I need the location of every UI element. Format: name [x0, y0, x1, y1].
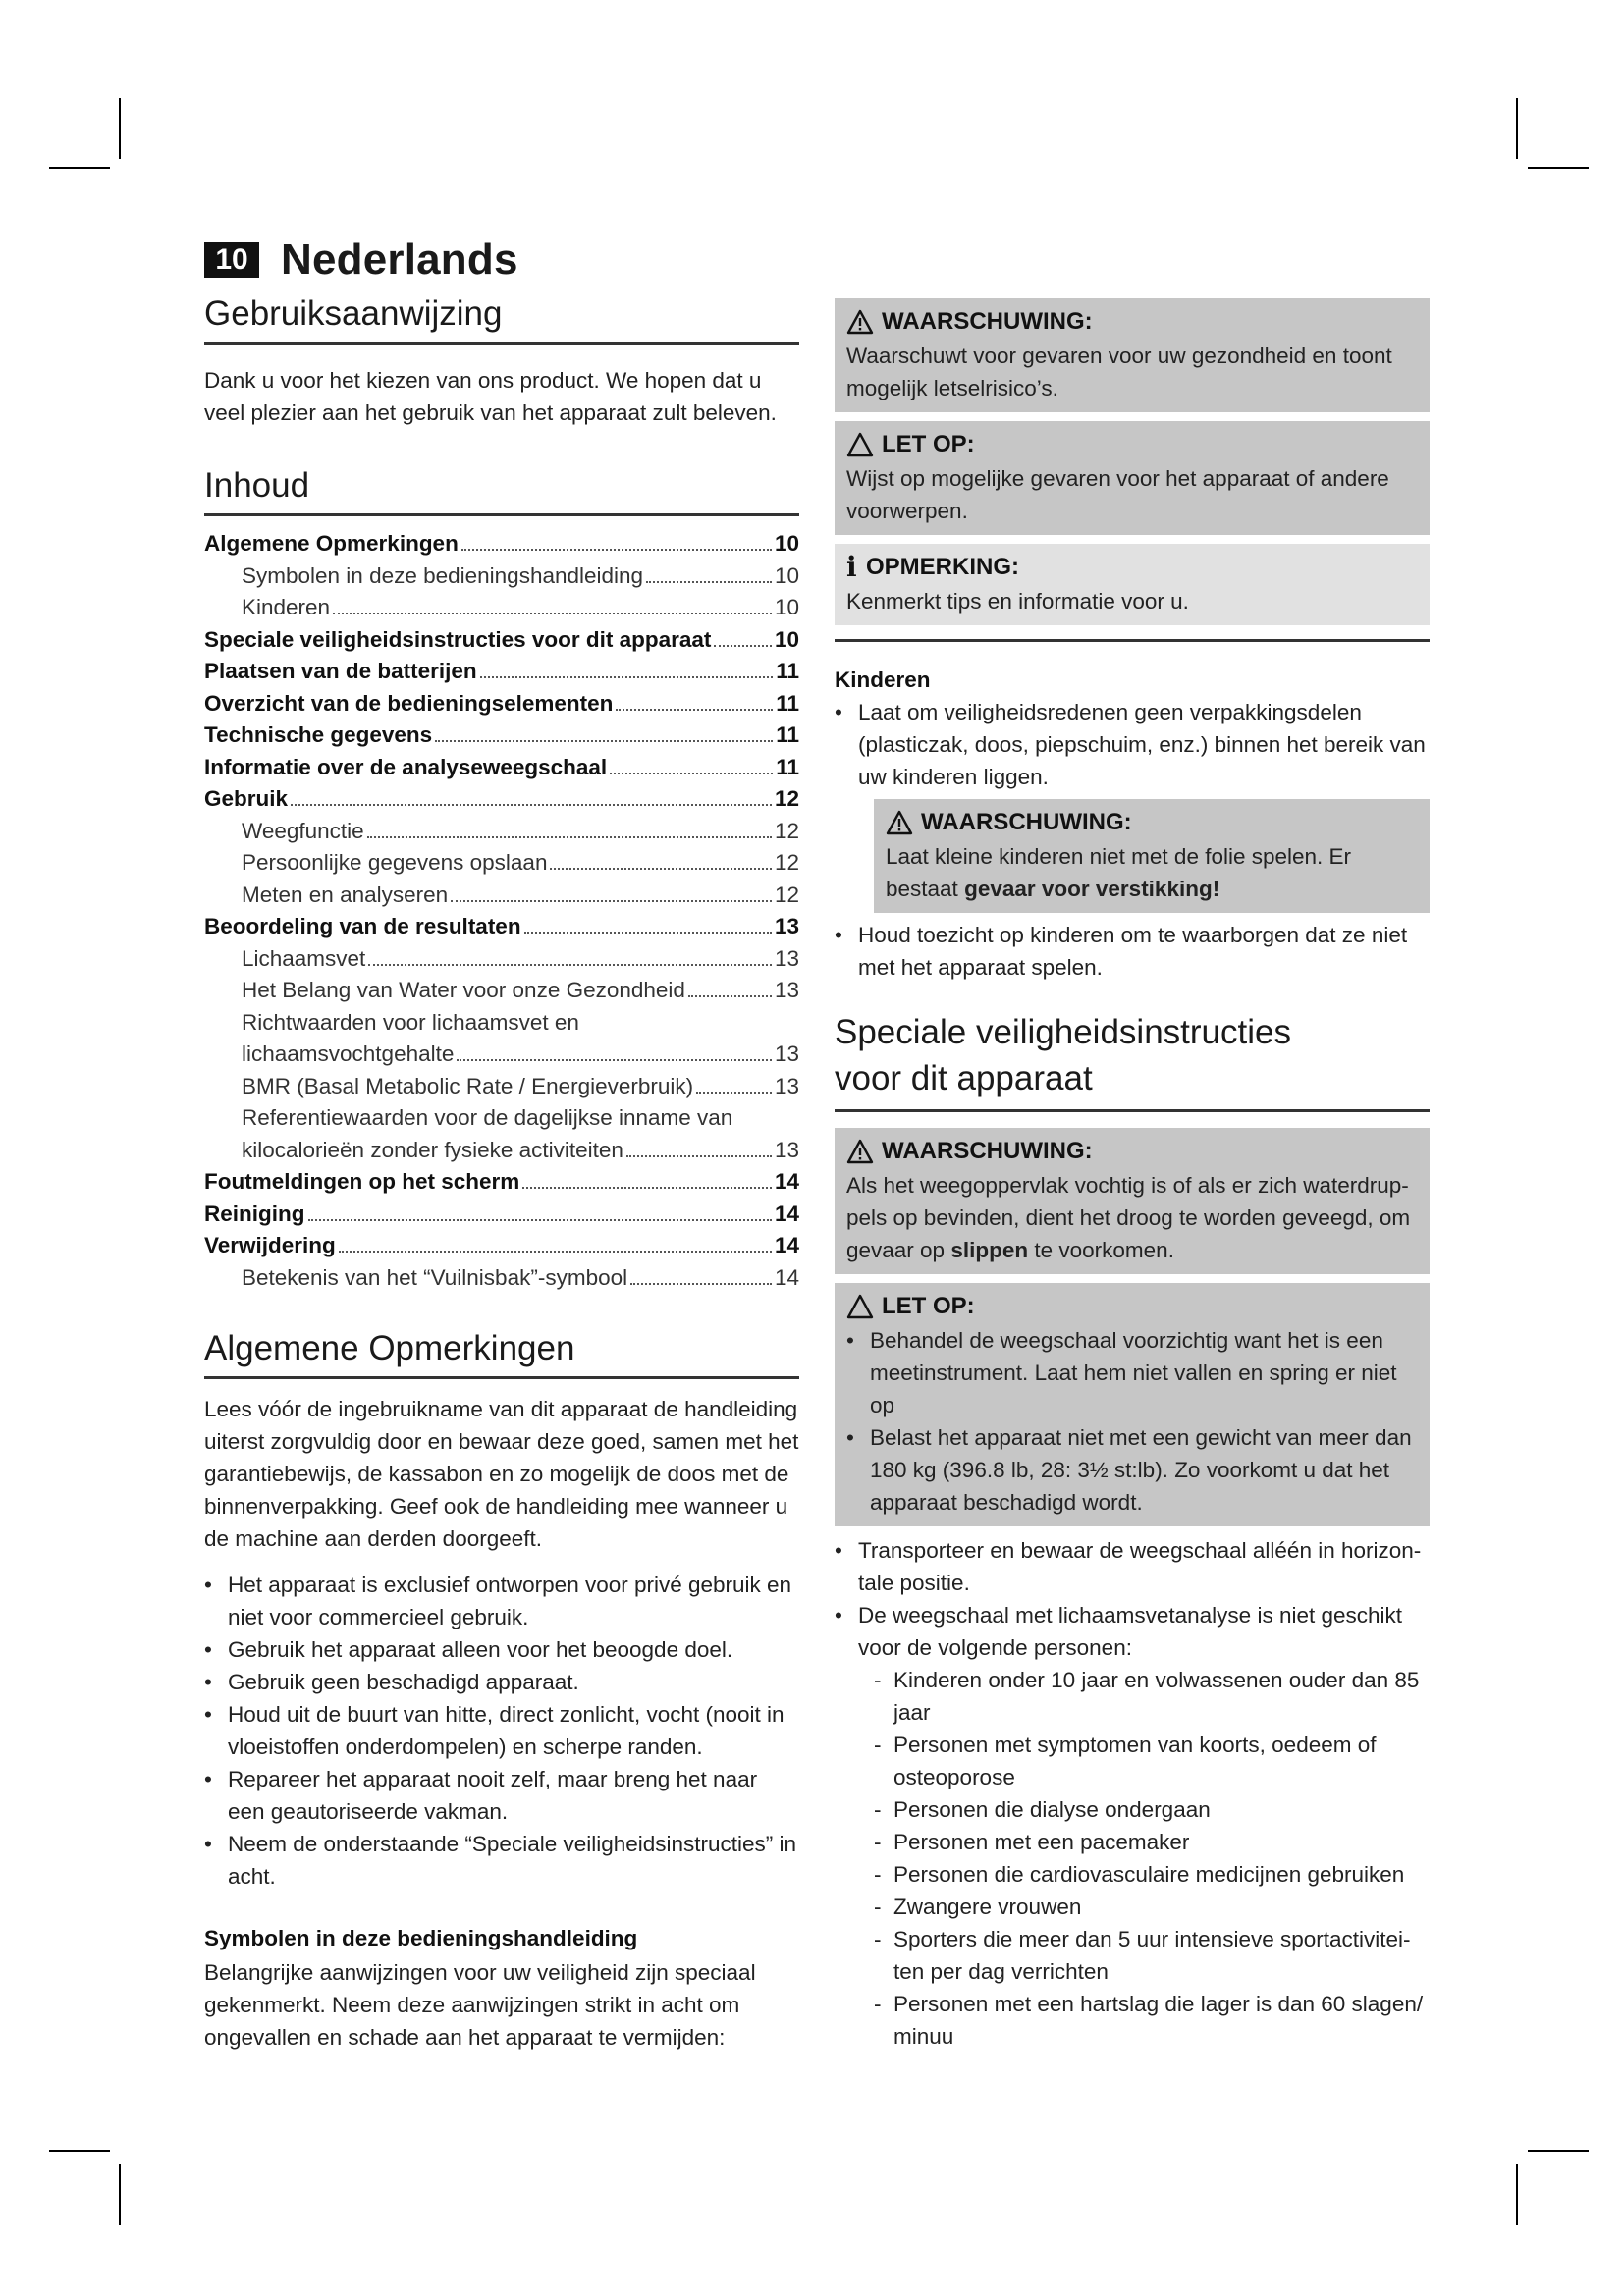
intro-text: Dank u voor het kiezen van ons product. We hopen dat u veel plezier aan het gebruik van het apparaat zult beleven. [204, 368, 777, 425]
toc-entry[interactable]: Reiniging 14 [204, 1201, 799, 1226]
toc-entry[interactable]: Persoonlijke gegevens opslaan 12 [242, 850, 799, 875]
list-item: - Zwangere vrouwen [874, 1895, 1082, 1919]
warning-label: WAARSCHUWING: [882, 308, 1093, 335]
special-warning-bold: slippen [950, 1238, 1029, 1262]
caution-triangle-icon [846, 1294, 874, 1319]
toc-entry[interactable]: kilocalorieën zonder fysieke activiteiten 13 [242, 1137, 799, 1162]
toc-entry-line[interactable]: Referentiewaarden voor de dagelijkse inname van [242, 1105, 733, 1130]
manual-title: Gebruiksaanwijzing [204, 294, 799, 345]
toc-entry[interactable]: BMR (Basal Metabolic Rate / Energieverbruik) 13 [242, 1073, 799, 1098]
page-header [204, 236, 518, 285]
toc-entry[interactable]: Plaatsen van de batterijen 11 [204, 659, 799, 683]
children-warning-text: Laat kleine kinderen niet met de folie spelen. Er bestaat [886, 844, 1352, 901]
toc-entry[interactable]: Kinderen 10 [242, 595, 799, 619]
list-item: • Houd toezicht op kinderen om te waarborgen dat ze niet met het apparaat spelen. [835, 923, 1408, 980]
crop-mark [119, 2164, 121, 2225]
page-number: 10 [204, 242, 259, 278]
list-item: • Repareer het apparaat nooit zelf, maar breng het naar een geautoriseerde vakman. [204, 1767, 758, 1824]
right-column [835, 298, 1430, 2053]
caution-triangle-icon [846, 432, 874, 457]
crop-mark [1528, 2150, 1589, 2152]
toc-title: Inhoud [204, 466, 799, 516]
special-caution-label: LET OP: [882, 1293, 975, 1319]
warning-triangle-icon [846, 309, 874, 335]
list-item: - Personen die dialyse ondergaan [874, 1797, 1211, 1822]
special-caution-bullets [846, 1324, 1418, 1519]
general-title: Algemene Opmerkingen [204, 1329, 799, 1379]
list-item: - Personen met symptomen van koorts, oedeem of osteoporose [874, 1733, 1377, 1789]
toc-entry[interactable]: Beoordeling van de resultaten 13 [204, 914, 799, 938]
special-warning-label: WAARSCHUWING: [882, 1138, 1093, 1164]
crop-mark [1516, 98, 1518, 159]
divider [835, 639, 1430, 642]
children-title: Kinderen [835, 667, 931, 692]
list-item: • De weegschaal met lichaamsvetanalyse is niet geschikt voor de volgende personen: [835, 1603, 1403, 1660]
left-column [204, 294, 799, 2054]
list-item: • Het apparaat is exclusief ontworpen voor privé gebruik en niet voor commercieel gebruik. [204, 1573, 792, 1629]
toc-entry[interactable]: Gebruik 12 [204, 786, 799, 811]
special-warning-text-end: te voorkomen. [1034, 1238, 1174, 1262]
list-item: • Neem de onderstaande “Speciale veiligheidsinstructies” in acht. [204, 1832, 797, 1889]
warning-text: Waarschuwt voor gevaren voor uw gezondheid en toont mogelijk letselrisico’s. [846, 344, 1392, 400]
toc-entry[interactable]: Algemene Opmerkingen 10 [204, 531, 799, 556]
caution-label: LET OP: [882, 431, 975, 457]
note-label: OPMERKING: [866, 554, 1019, 580]
children-warning-bold: gevaar voor verstikking! [964, 877, 1220, 901]
toc-entry[interactable]: Symbolen in deze bedieningshandleiding 10 [242, 562, 799, 588]
crop-mark [1528, 167, 1589, 169]
list-item: - Personen die cardiovasculaire medicijnen gebruiken [874, 1862, 1405, 1887]
special-title-line-1: Speciale veiligheidsinstructies [835, 1013, 1291, 1051]
warning-box [835, 298, 1430, 412]
children-warning-label: WAARSCHUWING: [921, 809, 1132, 835]
symbols-title: Symbolen in deze bedieningshandleiding [204, 1926, 638, 1950]
crop-mark [1516, 2164, 1518, 2225]
crop-mark [119, 98, 121, 159]
toc-entry[interactable]: Technische gegevens 11 [204, 722, 799, 747]
list-item: • Belast het apparaat niet met een gewicht van meer dan 180 kg (396.8 lb, 28: 3½ st:lb). Zo voorkomt u dat het apparaat beschadigd wordt. [846, 1425, 1412, 1515]
list-item: - Kinderen onder 10 jaar en volwassenen ouder dan 85 jaar [874, 1668, 1420, 1725]
unsuitable-persons-list [874, 1664, 1430, 2053]
special-title [835, 1009, 1430, 1112]
special-warning-text: Als het weegoppervlak vochtig is of als er zich waterdrup-pels op bevinden, dient het droog te worden geveegd, om gevaar op [846, 1173, 1411, 1262]
language-title: Nederlands [281, 236, 518, 284]
toc-entry[interactable]: Weegfunctie 12 [242, 818, 799, 843]
caution-box [835, 421, 1430, 535]
list-item: • Houd uit de buurt van hitte, direct zonlicht, vocht (nooit in vloeistoffen onderdompelen) en scherpe randen. [204, 1702, 785, 1759]
list-item: • Transporteer en bewaar de weegschaal alléén in horizon-tale positie. [835, 1538, 1422, 1595]
symbols-text: Belangrijke aanwijzingen voor uw veiligheid zijn speciaal gekenmerkt. Neem deze aanwijzingen strikt in acht om ongevallen en schade aan het apparaat te vermijden: [204, 1960, 756, 2050]
toc-entry[interactable]: Meten en analyseren 12 [242, 881, 799, 907]
table-of-contents [204, 528, 799, 1294]
toc-entry[interactable]: Speciale veiligheidsinstructies voor dit apparaat 10 [204, 626, 799, 652]
warning-triangle-icon [846, 1139, 874, 1164]
toc-entry-line[interactable]: Richtwaarden voor lichaamsvet en [242, 1009, 579, 1035]
list-item: • Gebruik geen beschadigd apparaat. [204, 1670, 579, 1694]
general-text: Lees vóór de ingebruikname van dit apparaat de handleiding uiterst zorgvuldig door en bewaar deze goed, samen met het garantiebewijs, de kassabon en zo mogelijk de doos met de binnenverpakking. Geef ook de handleiding mee wanneer u de machine aan derden doorgeeft. [204, 1397, 799, 1551]
children-bullets-2 [835, 919, 1430, 984]
special-caution-box [835, 1283, 1430, 1526]
toc-entry[interactable]: Betekenis van het “Vuilnisbak”-symbool 14 [242, 1264, 799, 1290]
children-bullets [835, 696, 1430, 793]
info-icon: i [846, 551, 857, 583]
crop-mark [49, 2150, 110, 2152]
children-warning-box [874, 799, 1430, 913]
toc-entry[interactable]: Verwijdering 14 [204, 1233, 799, 1257]
list-item: - Personen met een pacemaker [874, 1830, 1190, 1854]
list-item: • Laat om veiligheidsredenen geen verpakkingsdelen (plasticzak, doos, piepschuim, enz.) binnen het bereik van uw kinderen liggen. [835, 700, 1426, 789]
general-bullets [204, 1569, 799, 1893]
toc-entry[interactable]: Overzicht van de bedieningselementen 11 [204, 690, 799, 716]
toc-entry[interactable]: Het Belang van Water voor onze Gezondheid 13 [242, 978, 799, 1002]
warning-triangle-icon [886, 810, 913, 835]
special-warning-box [835, 1128, 1430, 1274]
list-item: • Behandel de weegschaal voorzichtig want het is een meetinstrument. Laat hem niet vallen en spring er niet op [846, 1328, 1397, 1417]
toc-entry[interactable]: Informatie over de analyseweegschaal 11 [204, 754, 799, 779]
special-title-line-2: voor dit apparaat [835, 1059, 1093, 1097]
note-text: Kenmerkt tips en informatie voor u. [846, 589, 1189, 614]
list-item: - Personen met een hartslag die lager is dan 60 slagen/ minuu [874, 1992, 1424, 2049]
toc-entry[interactable]: Foutmeldingen op het scherm 14 [204, 1169, 799, 1194]
crop-mark [49, 167, 110, 169]
special-bullets [835, 1534, 1430, 1664]
caution-text: Wijst op mogelijke gevaren voor het apparaat of andere voorwerpen. [846, 466, 1389, 523]
toc-entry[interactable]: lichaamsvochtgehalte 13 [242, 1041, 799, 1066]
list-item: - Sporters die meer dan 5 uur intensieve sportactivitei-ten per dag verrichten [874, 1927, 1411, 1984]
note-box [835, 544, 1430, 625]
list-item: • Gebruik het apparaat alleen voor het beoogde doel. [204, 1637, 733, 1662]
toc-entry[interactable]: Lichaamsvet 13 [242, 945, 799, 971]
